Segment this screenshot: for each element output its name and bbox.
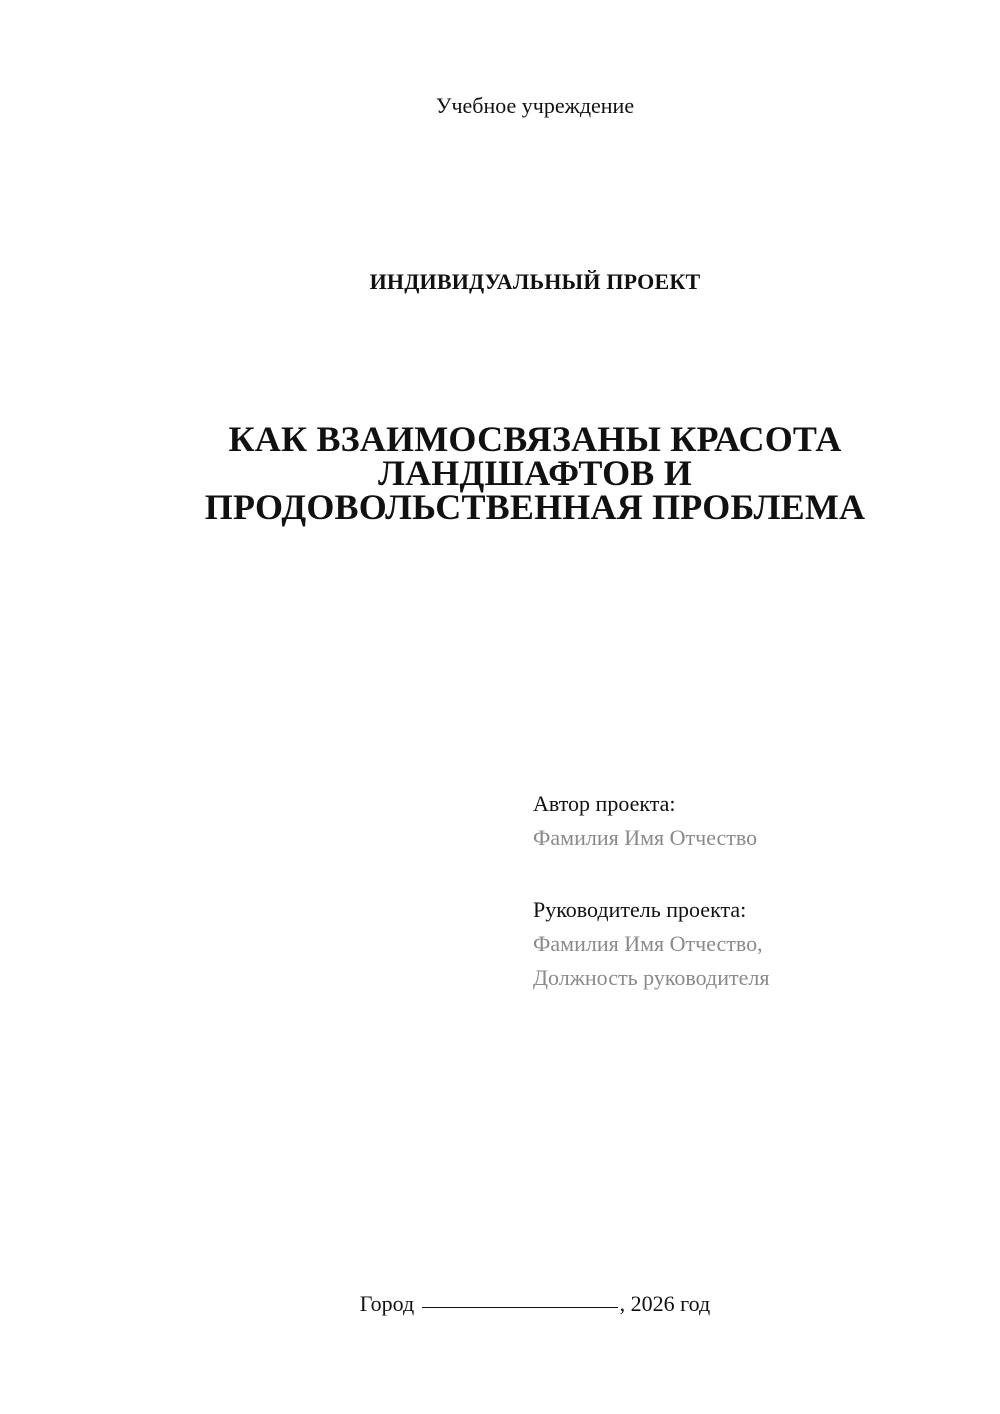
project-title-line-1: КАК ВЗАИМОСВЯЗАНЫ КРАСОТА (228, 419, 842, 459)
city-year-line (0, 1290, 1000, 1318)
supervisor-label: Руководитель проекта: (533, 897, 747, 922)
supervisor-name-placeholder: Фамилия Имя Отчество, (533, 931, 763, 956)
institution-name: Учебное учреждение (435, 93, 635, 118)
supervisor-block (533, 893, 953, 995)
year-text: , 2026 год (619, 1291, 711, 1316)
city-label: Город (359, 1291, 415, 1316)
author-block (533, 787, 953, 855)
project-title (0, 419, 1000, 527)
author-name-placeholder: Фамилия Имя Отчество (533, 825, 758, 850)
project-title-line-2: ЛАНДШАФТОВ И (378, 453, 692, 493)
author-label: Автор проекта: (533, 791, 676, 816)
project-type-label: ИНДИВИДУАЛЬНЫЙ ПРОЕКТ (369, 269, 701, 294)
project-title-line-3: ПРОДОВОЛЬСТВЕННАЯ ПРОБЛЕМА (204, 487, 866, 527)
supervisor-position-placeholder: Должность руководителя (533, 965, 770, 990)
city-blank-line (422, 1307, 618, 1308)
